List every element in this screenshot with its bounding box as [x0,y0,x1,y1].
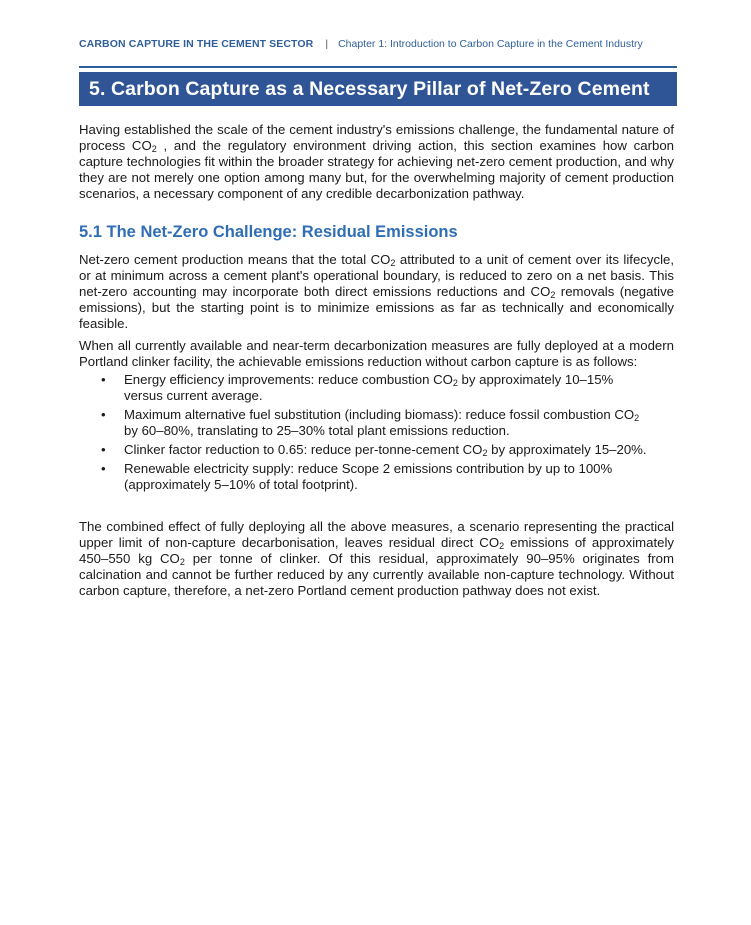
header-rule [79,66,677,68]
bullet-icon: • [101,461,106,476]
co2-subscript: 2 [482,448,488,458]
co2-subscript: 2 [390,258,396,268]
list-item: • Energy efficiency improvements: reduce combustion $CO_2$ by approximately 10–15% versus current average. [101,372,614,403]
co2-subscript: 2 [550,290,556,300]
measures-list [79,372,674,493]
co2-subscript: 2 [634,413,640,423]
bullet-icon: • [101,407,106,422]
running-header [79,37,677,51]
paragraph-measures-intro: When all currently available and near-term decarbonization measures are fully deployed at a modern Portland clinker facility, the achievable emissions reduction without carbon capture is as follows: [79,338,674,369]
intro-paragraph: Having established the scale of the cement industry's emissions challenge, the fundamental nature of process $CO_2$ , and the regulatory environment driving action, this section examines how carbon capture technologies fit within the broader strategy for achieving net-zero cement production, and why they are not merely one option among many but, for the overwhelming majority of cement production scenarios, a necessary component of any credible decarbonization pathway. [79,122,674,201]
co2-subscript: 2 [452,378,458,388]
paragraph-residual-emissions: The combined effect of fully deploying all the above measures, a scenario representing the practical upper limit of non-capture decarbonisation, leaves residual direct $CO_2$ emissions of approximately 450–550 kg $CO_2$ per tonne of clinker. Of this residual, approximately 90–95% originates from calcination and cannot be further reduced by any currently available non-capture technology. Without carbon capture, therefore, a net-zero Portland cement production pathway does not exist. [79,519,674,598]
bullet-icon: • [101,372,106,387]
co2-subscript: 2 [151,144,157,154]
paragraph-net-zero-definition: Net-zero cement production means that the total $CO_2$ attributed to a unit of cement over its lifecycle, or at minimum across a cement plant's operational boundary, is reduced to zero on a net basis. This net-zero accounting may incorporate both direct emissions reductions and $CO_2$ removals (negative emissions), but the starting point is to minimize emissions as far as technically and economically feasible. [79,252,675,331]
page-title: 5. Carbon Capture as a Necessary Pillar of Net-Zero Cement [89,77,650,100]
list-item: • Maximum alternative fuel substitution (including biomass): reduce fossil combustion $CO_2$ by 60–80%, translating to 25–30% total plant emissions reduction. [101,407,640,438]
chapter-title-bar [79,72,677,106]
list-item: • Clinker factor reduction to 0.65: reduce per-tonne-cement $CO_2$ by approximately 15–20%. [101,442,647,458]
body-content [79,122,674,599]
section-heading: 5.1 The Net-Zero Challenge: Residual Emissions [79,223,458,241]
bullet-icon: • [101,442,106,457]
co2-subscript: 2 [179,557,185,567]
header-chapter-title: Chapter 1: Introduction to Carbon Capture in the Cement Industry [338,38,643,50]
header-separator: | [325,38,329,50]
co2-subscript: 2 [499,541,505,551]
header-section-title: CARBON CAPTURE IN THE CEMENT SECTOR [79,38,314,50]
list-item: • Renewable electricity supply: reduce Scope 2 emissions contribution by up to 100% (approximately 5–10% of total footprint). [101,461,613,492]
